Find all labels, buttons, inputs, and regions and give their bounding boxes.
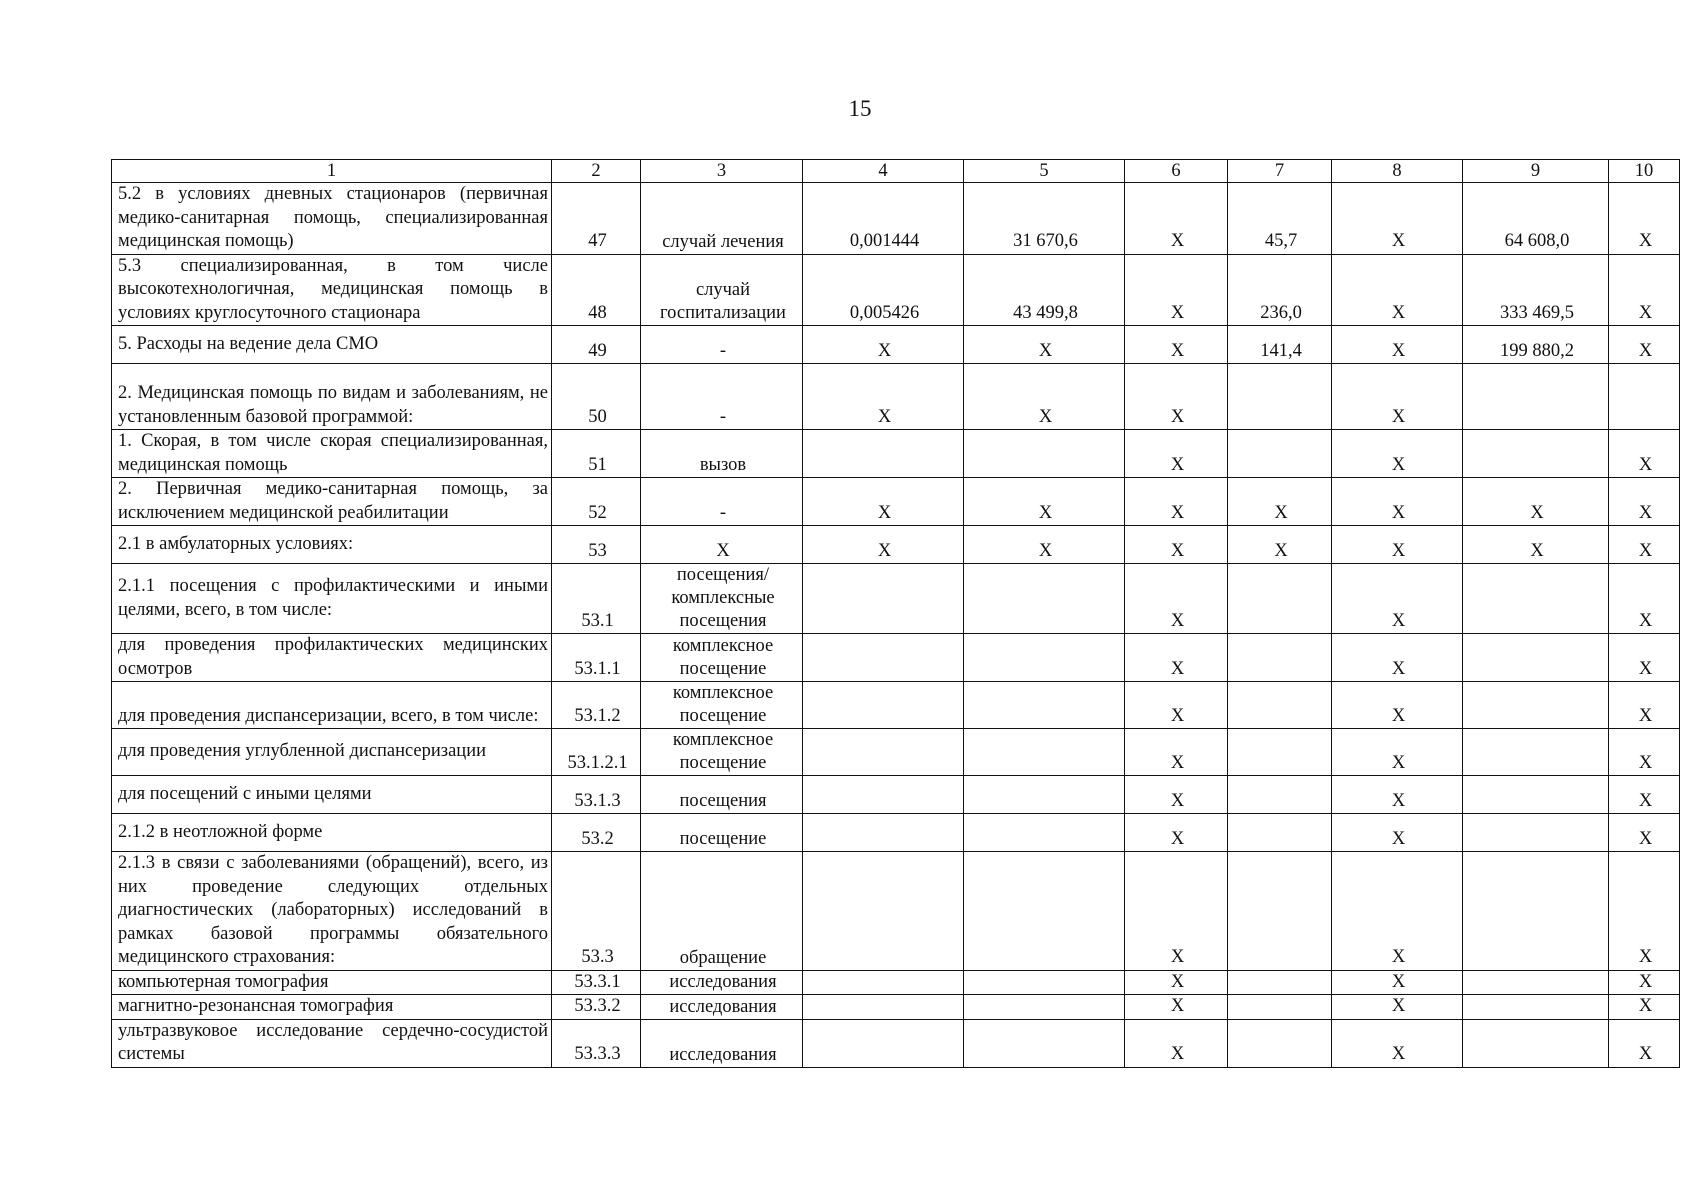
indicator-name: 2. Первичная медико-санитарная помощь, за исключением медицинской реабилитации [112,478,552,526]
col-8-value: Х [1332,364,1463,430]
col-6-value: Х [1125,478,1228,526]
col-5-value [964,970,1125,995]
col-9-value [1463,729,1609,776]
col-5-value [964,564,1125,634]
col-8-value: Х [1332,729,1463,776]
col-7-value [1228,776,1332,814]
table-row [112,995,1680,1020]
col-7-value [1228,430,1332,478]
unit-of-measure: случай лечения [641,183,803,255]
col-10-value: Х [1609,852,1680,971]
table-row [112,526,1680,564]
row-number: 47 [552,183,641,255]
col-8-value: Х [1332,682,1463,729]
unit-of-measure: комплексное посещение [641,682,803,729]
col-9-value [1463,564,1609,634]
col-10-value: Х [1609,995,1680,1020]
col-10-value: Х [1609,326,1680,364]
col-7-value: Х [1228,526,1332,564]
col-4-value [803,682,964,729]
col-4-value [803,970,964,995]
col-9-value [1463,995,1609,1020]
col-6-value: Х [1125,1019,1228,1067]
table-row [112,183,1680,255]
unit-of-measure: Х [641,526,803,564]
col-6-value: Х [1125,326,1228,364]
col-8-value: Х [1332,970,1463,995]
column-number: 9 [1463,160,1609,183]
col-8-value: Х [1332,995,1463,1020]
col-10-value: Х [1609,183,1680,255]
col-5-value: Х [964,326,1125,364]
column-number: 7 [1228,160,1332,183]
col-4-value [803,776,964,814]
col-4-value [803,852,964,971]
table-row [112,776,1680,814]
col-8-value: Х [1332,564,1463,634]
col-10-value: Х [1609,254,1680,326]
col-10-value [1609,364,1680,430]
unit-of-measure: комплексное посещение [641,634,803,682]
col-7-value: 141,4 [1228,326,1332,364]
col-10-value: Х [1609,970,1680,995]
col-8-value: Х [1332,1019,1463,1067]
unit-of-measure: посещение [641,814,803,852]
table-row [112,478,1680,526]
col-9-value [1463,430,1609,478]
col-9-value: 64 608,0 [1463,183,1609,255]
col-7-value [1228,852,1332,971]
column-number: 6 [1125,160,1228,183]
col-9-value: 333 469,5 [1463,254,1609,326]
col-5-value [964,814,1125,852]
column-number: 5 [964,160,1125,183]
col-10-value: Х [1609,682,1680,729]
col-6-value: Х [1125,254,1228,326]
page-number: 15 [848,96,872,121]
col-5-value: Х [964,364,1125,430]
col-5-value [964,852,1125,971]
col-5-value [964,682,1125,729]
col-8-value: Х [1332,254,1463,326]
indicator-name: компьютерная томография [112,970,552,995]
indicator-name: 5. Расходы на ведение дела СМО [112,326,552,364]
column-number: 1 [112,160,552,183]
col-4-value: Х [803,364,964,430]
unit-of-measure: исследования [641,970,803,995]
row-number: 53.1.1 [552,634,641,682]
row-number: 53.1.3 [552,776,641,814]
indicator-name: для проведения профилактических медицинских осмотров [112,634,552,682]
table-row [112,326,1680,364]
row-number: 53.1.2.1 [552,729,641,776]
col-9-value: 199 880,2 [1463,326,1609,364]
col-8-value: Х [1332,326,1463,364]
col-5-value [964,634,1125,682]
col-5-value: Х [964,478,1125,526]
column-number: 4 [803,160,964,183]
col-6-value: Х [1125,430,1228,478]
col-6-value: Х [1125,526,1228,564]
unit-of-measure: вызов [641,430,803,478]
col-9-value [1463,814,1609,852]
col-8-value: Х [1332,430,1463,478]
col-10-value: Х [1609,729,1680,776]
unit-of-measure: исследования [641,995,803,1020]
col-5-value [964,1019,1125,1067]
column-number: 2 [552,160,641,183]
col-10-value: Х [1609,1019,1680,1067]
col-7-value [1228,682,1332,729]
table-row [112,682,1680,729]
indicator-name: магнитно-резонансная томография [112,995,552,1020]
table-row [112,814,1680,852]
col-6-value: Х [1125,564,1228,634]
unit-of-measure: - [641,326,803,364]
col-10-value: Х [1609,564,1680,634]
col-7-value: 236,0 [1228,254,1332,326]
table-row [112,364,1680,430]
row-number: 51 [552,430,641,478]
column-number: 10 [1609,160,1680,183]
unit-of-measure: случай госпитализации [641,254,803,326]
row-number: 48 [552,254,641,326]
col-9-value [1463,682,1609,729]
row-number: 50 [552,364,641,430]
col-5-value [964,995,1125,1020]
col-7-value [1228,564,1332,634]
row-number: 52 [552,478,641,526]
col-6-value: Х [1125,729,1228,776]
col-9-value [1463,1019,1609,1067]
table-row [112,254,1680,326]
col-5-value: 31 670,6 [964,183,1125,255]
unit-of-measure: комплексное посещение [641,729,803,776]
unit-of-measure: - [641,364,803,430]
indicator-name: 2.1 в амбулаторных условиях: [112,526,552,564]
row-number: 49 [552,326,641,364]
table-row [112,564,1680,634]
table-row [112,729,1680,776]
unit-of-measure: обращение [641,852,803,971]
program-table [111,159,1680,1068]
column-number-row [112,160,1680,183]
col-8-value: Х [1332,478,1463,526]
col-9-value [1463,634,1609,682]
col-4-value [803,634,964,682]
col-7-value: 45,7 [1228,183,1332,255]
col-4-value: Х [803,326,964,364]
col-7-value: Х [1228,478,1332,526]
unit-of-measure: исследования [641,1019,803,1067]
col-6-value: Х [1125,814,1228,852]
col-4-value [803,995,964,1020]
col-8-value: Х [1332,852,1463,971]
col-5-value [964,729,1125,776]
col-8-value: Х [1332,634,1463,682]
col-7-value [1228,995,1332,1020]
table-row [112,430,1680,478]
col-7-value [1228,970,1332,995]
row-number: 53.2 [552,814,641,852]
indicator-name: 2.1.3 в связи с заболеваниями (обращений), всего, из них проведение следующих отдельных диагностических (лабораторных) исследований в рамках базовой программы обязательного медицинского страхования: [112,852,552,971]
table-row [112,634,1680,682]
col-6-value: Х [1125,995,1228,1020]
col-5-value: 43 499,8 [964,254,1125,326]
table-row [112,1019,1680,1067]
col-10-value: Х [1609,526,1680,564]
col-4-value [803,1019,964,1067]
col-6-value: Х [1125,682,1228,729]
col-4-value: 0,005426 [803,254,964,326]
col-9-value [1463,970,1609,995]
col-10-value: Х [1609,634,1680,682]
row-number: 53.1 [552,564,641,634]
col-6-value: Х [1125,776,1228,814]
col-9-value [1463,852,1609,971]
row-number: 53.3.2 [552,995,641,1020]
col-8-value: Х [1332,814,1463,852]
col-7-value [1228,814,1332,852]
indicator-name: ультразвуковое исследование сердечно-сосудистой системы [112,1019,552,1067]
col-4-value [803,814,964,852]
col-4-value: 0,001444 [803,183,964,255]
col-9-value: Х [1463,478,1609,526]
indicator-name: 1. Скорая, в том числе скорая специализированная, медицинская помощь [112,430,552,478]
col-7-value [1228,634,1332,682]
indicator-name: 2. Медицинская помощь по видам и заболеваниям, не установленным базовой программой: [112,364,552,430]
col-8-value: Х [1332,776,1463,814]
col-7-value [1228,364,1332,430]
unit-of-measure: посещения [641,776,803,814]
col-10-value: Х [1609,478,1680,526]
col-6-value: Х [1125,634,1228,682]
col-6-value: Х [1125,364,1228,430]
col-6-value: Х [1125,970,1228,995]
col-10-value: Х [1609,776,1680,814]
col-9-value [1463,364,1609,430]
indicator-name: для проведения диспансеризации, всего, в том числе: [112,682,552,729]
col-7-value [1228,1019,1332,1067]
unit-of-measure: - [641,478,803,526]
indicator-name: 5.3 специализированная, в том числе высокотехнологичная, медицинская помощь в условиях круглосуточного стационара [112,254,552,326]
col-4-value: Х [803,526,964,564]
col-8-value: Х [1332,526,1463,564]
col-4-value [803,564,964,634]
column-number: 3 [641,160,803,183]
indicator-name: для посещений с иными целями [112,776,552,814]
col-8-value: Х [1332,183,1463,255]
row-number: 53.1.2 [552,682,641,729]
row-number: 53.3 [552,852,641,971]
col-7-value [1228,729,1332,776]
col-4-value [803,729,964,776]
col-6-value: Х [1125,183,1228,255]
col-9-value: Х [1463,526,1609,564]
indicator-name: 2.1.2 в неотложной форме [112,814,552,852]
col-5-value [964,776,1125,814]
col-9-value [1463,776,1609,814]
col-6-value: Х [1125,852,1228,971]
col-10-value: Х [1609,430,1680,478]
col-5-value: Х [964,526,1125,564]
unit-of-measure: посещения/ комплексные посещения [641,564,803,634]
indicator-name: 2.1.1 посещения с профилактическими и иными целями, всего, в том числе: [112,564,552,634]
col-4-value [803,430,964,478]
col-4-value: Х [803,478,964,526]
col-5-value [964,430,1125,478]
indicator-name: 5.2 в условиях дневных стационаров (первичная медико-санитарная помощь, специализированная медицинская помощь) [112,183,552,255]
table-row [112,970,1680,995]
col-10-value: Х [1609,814,1680,852]
column-number: 8 [1332,160,1463,183]
table-row [112,852,1680,971]
row-number: 53 [552,526,641,564]
row-number: 53.3.3 [552,1019,641,1067]
indicator-name: для проведения углубленной диспансеризации [112,729,552,776]
row-number: 53.3.1 [552,970,641,995]
